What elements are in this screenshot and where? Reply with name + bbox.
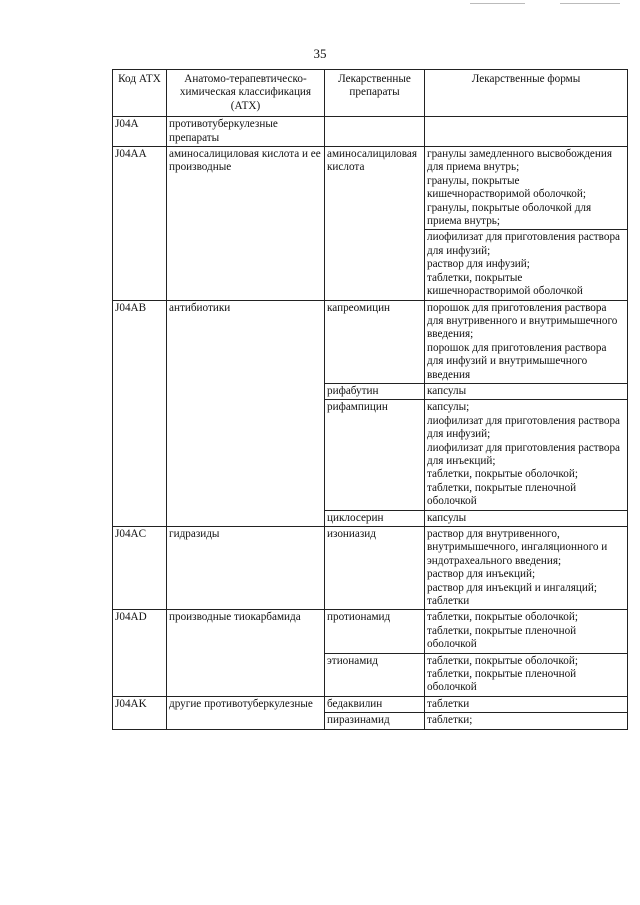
atx-classification: гидразиды: [167, 527, 325, 610]
atx-code: J04A: [113, 117, 167, 147]
dosage-forms: таблетки;: [425, 713, 628, 729]
dosage-forms: капсулы; лиофилизат для приготовления раствора для инфузий; лиофилизат для приготовления раствора для инъекций; таблетки, покрытые оболочкой; таблетки, покрытые пленочной оболочкой: [425, 400, 628, 510]
dosage-forms: капсулы: [425, 383, 628, 399]
drug-name: изониазид: [325, 527, 425, 610]
drug-name: рифабутин: [325, 383, 425, 399]
atx-classification: производные тиокарбамида: [167, 610, 325, 696]
scan-artifact-line: [560, 3, 620, 4]
dosage-forms: таблетки: [425, 696, 628, 712]
drug-name: циклосерин: [325, 510, 425, 526]
drug-name: рифампицин: [325, 400, 425, 510]
drug-name: протионамид: [325, 610, 425, 653]
header-classification: Анатомо-терапевтическо-химическая классификация (АТХ): [167, 70, 325, 117]
table-row: [113, 300, 628, 383]
atx-drug-table: [112, 69, 628, 730]
dosage-forms: гранулы замедленного высвобождения для приема внутрь; гранулы, покрытые кишечнорастворимой оболочкой; гранулы, покрытые оболочкой для приема внутрь;: [425, 147, 628, 230]
table-row: [113, 527, 628, 610]
drug-name: пиразинамид: [325, 713, 425, 729]
scan-artifact-line: [470, 3, 525, 4]
dosage-forms: таблетки, покрытые оболочкой; таблетки, покрытые пленочной оболочкой: [425, 653, 628, 696]
atx-code: J04AC: [113, 527, 167, 610]
dosage-forms: раствор для внутривенного, внутримышечного, ингаляционного и эндотрахеального введения; раствор для инъекций; раствор для инъекций и ингаляций; таблетки: [425, 527, 628, 610]
drug-name: капреомицин: [325, 300, 425, 383]
drug-name: аминосалициловая кислота: [325, 147, 425, 300]
table-row: [113, 610, 628, 653]
atx-classification: противотуберкулезные препараты: [167, 117, 325, 147]
dosage-forms: [425, 117, 628, 147]
page-number: 35: [313, 46, 327, 61]
dosage-forms: порошок для приготовления раствора для внутривенного и внутримышечного введения; порошок для приготовления раствора для инфузий и внутримышечного введения: [425, 300, 628, 383]
atx-code: J04AB: [113, 300, 167, 527]
header-code: Код АТХ: [113, 70, 167, 117]
table-row: [113, 696, 628, 712]
dosage-forms: капсулы: [425, 510, 628, 526]
header-drugs: Лекарственные препараты: [325, 70, 425, 117]
atx-classification: другие противотуберкулезные: [167, 696, 325, 729]
atx-code: J04AD: [113, 610, 167, 696]
dosage-forms: таблетки, покрытые оболочкой; таблетки, покрытые пленочной оболочкой: [425, 610, 628, 653]
atx-code: J04AK: [113, 696, 167, 729]
table-row: [113, 147, 628, 230]
header-forms: Лекарственные формы: [425, 70, 628, 117]
atx-code: J04AA: [113, 147, 167, 300]
atx-classification: антибиотики: [167, 300, 325, 527]
table-row: [113, 117, 628, 147]
drug-name: [325, 117, 425, 147]
atx-classification: аминосалициловая кислота и ее производные: [167, 147, 325, 300]
drug-name: бедаквилин: [325, 696, 425, 712]
drug-name: этионамид: [325, 653, 425, 696]
dosage-forms: лиофилизат для приготовления раствора для инфузий; раствор для инфузий; таблетки, покрытые кишечнорастворимой оболочкой: [425, 230, 628, 300]
table-header-row: [113, 70, 628, 117]
